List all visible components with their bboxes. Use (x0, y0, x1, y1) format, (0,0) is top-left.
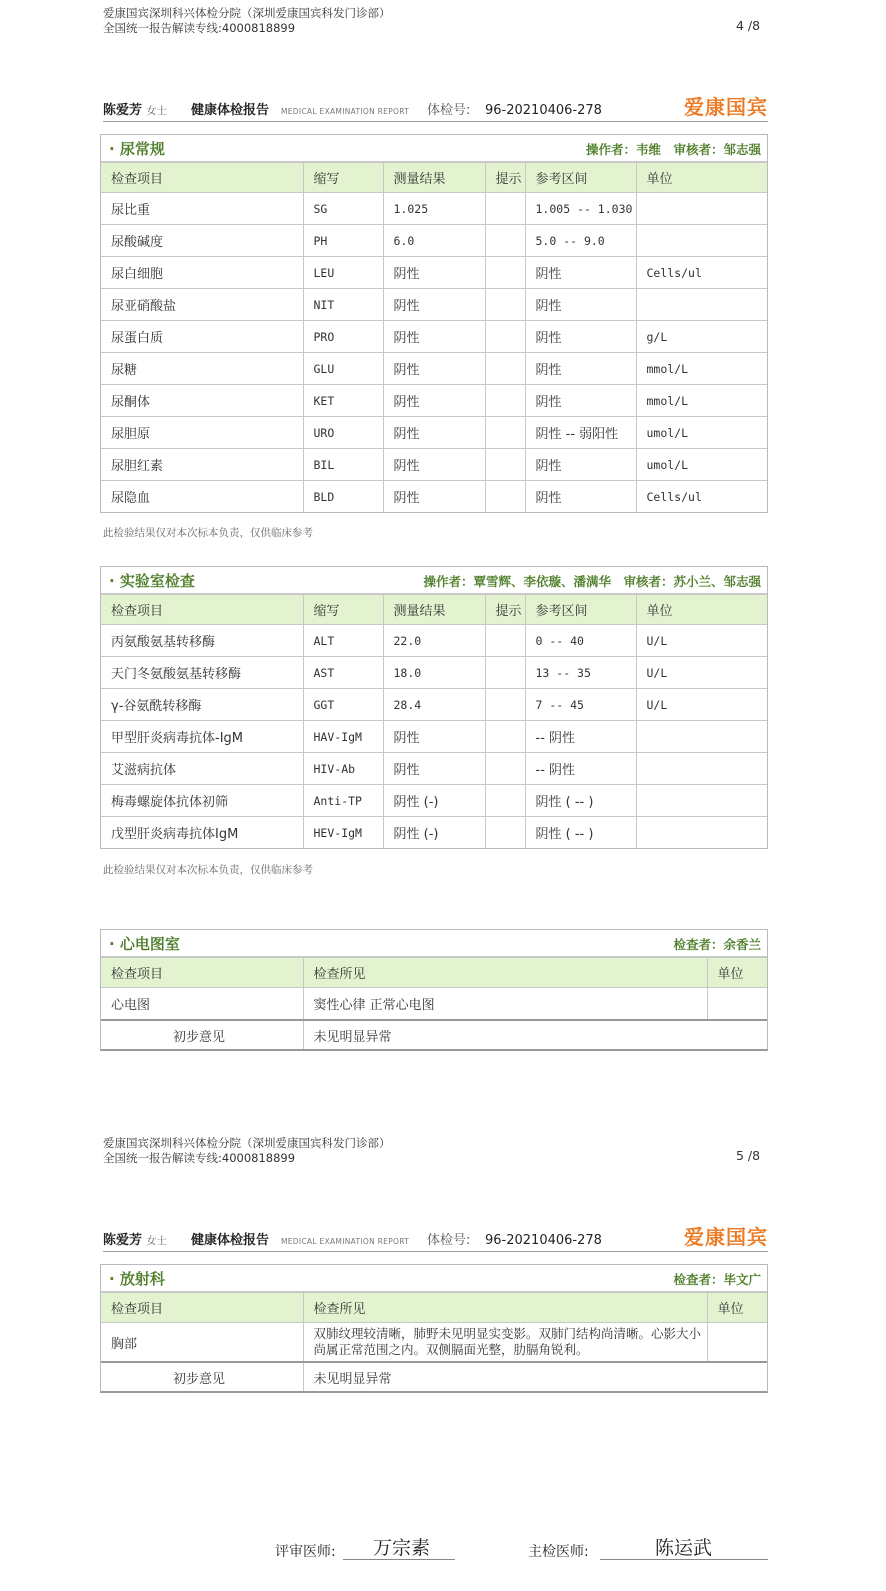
cell-item: γ-谷氨酰转移酶 (101, 689, 303, 721)
cell-result: 阴性 (383, 321, 485, 353)
cell-unit: umol/L (636, 449, 767, 481)
section-header (101, 1265, 767, 1292)
table-header-row (101, 1293, 767, 1323)
cell-abbr: PH (303, 225, 383, 257)
cell-result: 阴性 (383, 289, 485, 321)
cell-unit: U/L (636, 689, 767, 721)
table-header-row (101, 163, 767, 193)
cell-abbr: URO (303, 417, 383, 449)
table-row (101, 657, 767, 689)
exam-id-label: 体检号: (427, 1233, 471, 1248)
cell-hint (485, 193, 525, 225)
chief-signature-line (600, 1559, 768, 1560)
cell-item: 尿比重 (101, 193, 303, 225)
cell-hint (485, 721, 525, 753)
col-finding: 检查所见 (303, 1293, 707, 1323)
cell-unit: g/L (636, 321, 767, 353)
exam-id: 96-20210406-278 (485, 1233, 602, 1248)
brand-logo: 爱康国宾 (684, 1225, 768, 1249)
page-number: 5 /8 (736, 1148, 761, 1163)
cell-range: 0 -- 40 (525, 625, 636, 657)
table-row (101, 321, 767, 353)
col-item: 检查项目 (101, 595, 303, 625)
patient-sex: 女士 (146, 105, 168, 117)
table-row (101, 753, 767, 785)
cell-result: 阴性 (383, 385, 485, 417)
cell-abbr: GLU (303, 353, 383, 385)
cell-item: 尿酮体 (101, 385, 303, 417)
col-item: 检查项目 (101, 1293, 303, 1323)
cell-unit (707, 988, 767, 1020)
report-title-bar (103, 1227, 768, 1252)
radiology-summary (101, 1361, 767, 1391)
cell-unit (636, 225, 767, 257)
section-title: · 实验室检查 (109, 572, 195, 590)
exam-id: 96-20210406-278 (485, 103, 602, 118)
cell-result: 阴性 (-) (383, 817, 485, 849)
cell-abbr: HEV-IgM (303, 817, 383, 849)
cell-abbr: PRO (303, 321, 383, 353)
cell-item: 尿酸碱度 (101, 225, 303, 257)
section-header (101, 135, 767, 162)
table-row (101, 481, 767, 513)
cell-item: 梅毒螺旋体抗体初筛 (101, 785, 303, 817)
disclaimer: 此检验结果仅对本次标本负责，仅供临床参考 (103, 527, 313, 539)
col-abbr: 缩写 (303, 163, 383, 193)
cell-range: -- 阴性 (525, 721, 636, 753)
section-staff: 操作者：覃雪辉、李依璇、潘满华 审核者：苏小兰、邹志强 (423, 574, 761, 589)
report-title-en: MEDICAL EXAMINATION REPORT (281, 1237, 410, 1246)
cell-unit: Cells/ul (636, 481, 767, 513)
patient-name: 陈爱芳 女士 (103, 103, 168, 118)
cell-abbr: HAV-IgM (303, 721, 383, 753)
cell-finding: 双肺纹理较清晰，肺野未见明显实变影。双肺门结构尚清晰。心影大小尚属正常范围之内。双侧膈面光整，肋膈角锐利。 (303, 1323, 707, 1362)
cell-unit (636, 785, 767, 817)
cell-hint (485, 817, 525, 849)
table-row (101, 988, 767, 1020)
cell-range: 13 -- 35 (525, 657, 636, 689)
section-staff: 操作者：韦维 审核者：邹志强 (585, 142, 761, 157)
col-range: 参考区间 (525, 163, 636, 193)
page-number: 4 /8 (736, 18, 761, 33)
col-finding: 检查所见 (303, 958, 707, 988)
cell-item: 尿糖 (101, 353, 303, 385)
cell-hint (485, 689, 525, 721)
table-row (101, 625, 767, 657)
summary-row (101, 1020, 767, 1049)
hotline: 全国统一报告解读专线:4000818899 (103, 1151, 296, 1165)
col-unit: 单位 (636, 595, 767, 625)
cell-item: 尿胆原 (101, 417, 303, 449)
cell-range: 7 -- 45 (525, 689, 636, 721)
table-row (101, 385, 767, 417)
col-item: 检查项目 (101, 163, 303, 193)
table-row (101, 289, 767, 321)
table-header-row (101, 958, 767, 988)
patient-name: 陈爱芳 女士 (103, 1233, 168, 1248)
cell-result: 阴性 (-) (383, 785, 485, 817)
cell-item: 丙氨酸氨基转移酶 (101, 625, 303, 657)
col-hint: 提示 (485, 163, 525, 193)
cell-hint (485, 289, 525, 321)
chief-label: 主检医师: (528, 1544, 589, 1560)
cell-finding: 窦性心律 正常心电图 (303, 988, 707, 1020)
cell-range: 阴性 -- 弱阳性 (525, 417, 636, 449)
cell-hint (485, 257, 525, 289)
cell-item: 甲型肝炎病毒抗体-IgM (101, 721, 303, 753)
cell-result: 阴性 (383, 721, 485, 753)
cell-result: 28.4 (383, 689, 485, 721)
urine-table (101, 162, 767, 512)
cell-abbr: NIT (303, 289, 383, 321)
summary-text: 未见明显异常 (303, 1020, 767, 1049)
section-title: · 放射科 (109, 1270, 165, 1288)
cell-unit: Cells/ul (636, 257, 767, 289)
cell-hint (485, 449, 525, 481)
cell-result: 18.0 (383, 657, 485, 689)
cell-abbr: AST (303, 657, 383, 689)
reviewer-signature-line (343, 1559, 455, 1560)
cell-item: 天门冬氨酸氨基转移酶 (101, 657, 303, 689)
cell-result: 阴性 (383, 353, 485, 385)
cell-abbr: GGT (303, 689, 383, 721)
cell-hint (485, 785, 525, 817)
cell-hint (485, 417, 525, 449)
cell-hint (485, 753, 525, 785)
col-item: 检查项目 (101, 958, 303, 988)
cell-hint (485, 321, 525, 353)
table-row (101, 193, 767, 225)
section-urine (100, 134, 768, 513)
section-title: · 心电图室 (109, 935, 180, 953)
ecg-summary (101, 1019, 767, 1049)
cell-unit: mmol/L (636, 353, 767, 385)
report-title: 健康体检报告 (191, 103, 270, 118)
disclaimer: 此检验结果仅对本次标本负责，仅供临床参考 (103, 864, 313, 876)
cell-item: 尿亚硝酸盐 (101, 289, 303, 321)
cell-result: 阴性 (383, 257, 485, 289)
report-title-bar (103, 97, 768, 122)
cell-item: 胸部 (101, 1323, 303, 1362)
table-row (101, 785, 767, 817)
cell-item: 尿胆红素 (101, 449, 303, 481)
cell-item: 戊型肝炎病毒抗体IgM (101, 817, 303, 849)
section-header (101, 930, 767, 957)
summary-label: 初步意见 (101, 1362, 303, 1391)
cell-item: 心电图 (101, 988, 303, 1020)
table-row (101, 353, 767, 385)
cell-result: 阴性 (383, 481, 485, 513)
cell-item: 尿蛋白质 (101, 321, 303, 353)
exam-id-label: 体检号: (427, 103, 471, 118)
cell-result: 阴性 (383, 753, 485, 785)
cell-abbr: HIV-Ab (303, 753, 383, 785)
cell-range: 阴性 ( -- ) (525, 785, 636, 817)
cell-range: 阴性 (525, 321, 636, 353)
cell-hint (485, 481, 525, 513)
cell-range: 5.0 -- 9.0 (525, 225, 636, 257)
lab-table (101, 594, 767, 848)
cell-range: 阴性 ( -- ) (525, 817, 636, 849)
cell-range: 阴性 (525, 481, 636, 513)
hotline: 全国统一报告解读专线:4000818899 (103, 21, 296, 35)
cell-unit (636, 289, 767, 321)
cell-abbr: Anti-TP (303, 785, 383, 817)
table-row (101, 817, 767, 849)
cell-result: 阴性 (383, 417, 485, 449)
col-abbr: 缩写 (303, 595, 383, 625)
section-header (101, 567, 767, 594)
col-range: 参考区间 (525, 595, 636, 625)
table-row (101, 689, 767, 721)
cell-range: -- 阴性 (525, 753, 636, 785)
cell-hint (485, 657, 525, 689)
chief-signature: 陈运武 (655, 1537, 713, 1559)
section-radiology (100, 1264, 768, 1393)
page-header-institution (103, 1136, 391, 1166)
col-unit: 单位 (707, 1293, 767, 1323)
cell-unit (636, 817, 767, 849)
table-row (101, 449, 767, 481)
section-lab (100, 566, 768, 849)
summary-row (101, 1362, 767, 1391)
cell-range: 阴性 (525, 289, 636, 321)
reviewer-signature: 万宗素 (373, 1537, 431, 1559)
cell-result: 22.0 (383, 625, 485, 657)
col-unit: 单位 (636, 163, 767, 193)
cell-unit: U/L (636, 625, 767, 657)
cell-abbr: SG (303, 193, 383, 225)
report-title: 健康体检报告 (191, 1233, 270, 1248)
cell-abbr: BIL (303, 449, 383, 481)
col-result: 测量结果 (383, 595, 485, 625)
institution-name: 爱康国宾深圳科兴体检分院（深圳爱康国宾科发门诊部） (103, 6, 391, 20)
cell-abbr: ALT (303, 625, 383, 657)
cell-unit (636, 721, 767, 753)
cell-abbr: BLD (303, 481, 383, 513)
ecg-table (101, 957, 767, 1019)
cell-unit (636, 753, 767, 785)
cell-result: 1.025 (383, 193, 485, 225)
cell-range: 阴性 (525, 353, 636, 385)
section-staff: 检查者：余香兰 (673, 937, 761, 952)
institution-name: 爱康国宾深圳科兴体检分院（深圳爱康国宾科发门诊部） (103, 1136, 391, 1150)
cell-unit: umol/L (636, 417, 767, 449)
table-row (101, 721, 767, 753)
brand-logo: 爱康国宾 (684, 95, 768, 119)
summary-label: 初步意见 (101, 1020, 303, 1049)
cell-result: 6.0 (383, 225, 485, 257)
patient-sex: 女士 (146, 1235, 168, 1247)
cell-range: 阴性 (525, 257, 636, 289)
cell-range: 阴性 (525, 449, 636, 481)
cell-item: 尿白细胞 (101, 257, 303, 289)
cell-hint (485, 353, 525, 385)
table-row (101, 1323, 767, 1362)
cell-unit (636, 193, 767, 225)
page-header-institution (103, 6, 391, 36)
radiology-table (101, 1292, 767, 1361)
section-staff: 检查者：毕文广 (673, 1272, 761, 1287)
reviewer-label: 评审医师: (275, 1544, 336, 1560)
table-row (101, 417, 767, 449)
report-title-en: MEDICAL EXAMINATION REPORT (281, 107, 410, 116)
col-unit: 单位 (707, 958, 767, 988)
cell-range: 阴性 (525, 385, 636, 417)
table-header-row (101, 595, 767, 625)
cell-unit (707, 1323, 767, 1362)
cell-item: 艾滋病抗体 (101, 753, 303, 785)
cell-hint (485, 625, 525, 657)
section-ecg (100, 929, 768, 1051)
cell-result: 阴性 (383, 449, 485, 481)
cell-hint (485, 225, 525, 257)
section-title: · 尿常规 (109, 140, 165, 158)
table-row (101, 225, 767, 257)
cell-unit: U/L (636, 657, 767, 689)
summary-text: 未见明显异常 (303, 1362, 767, 1391)
cell-abbr: KET (303, 385, 383, 417)
cell-hint (485, 385, 525, 417)
cell-range: 1.005 -- 1.030 (525, 193, 636, 225)
col-result: 测量结果 (383, 163, 485, 193)
col-hint: 提示 (485, 595, 525, 625)
cell-abbr: LEU (303, 257, 383, 289)
table-row (101, 257, 767, 289)
cell-item: 尿隐血 (101, 481, 303, 513)
cell-unit: mmol/L (636, 385, 767, 417)
